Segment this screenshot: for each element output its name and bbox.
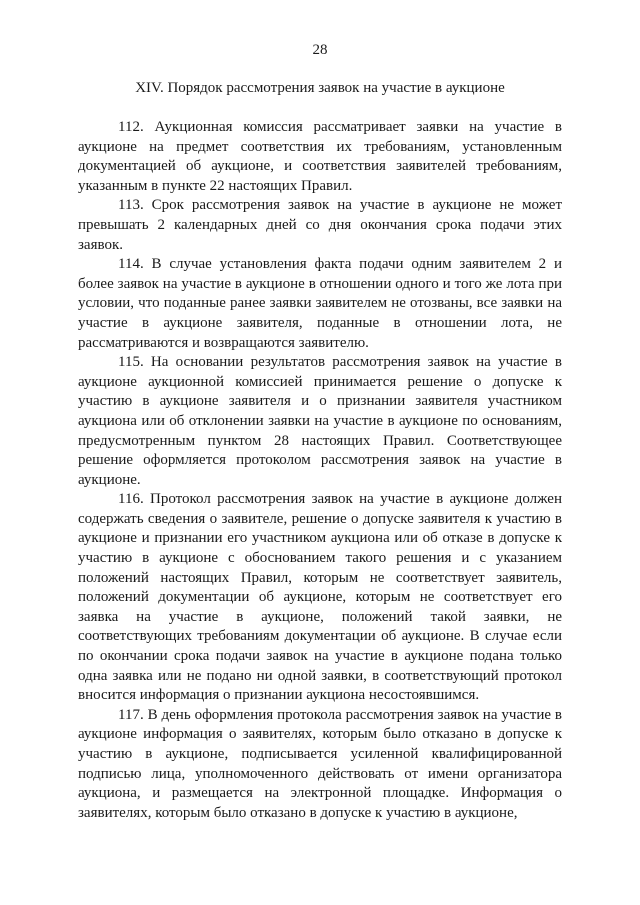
paragraph-114: 114. В случае установления факта подачи одним заявителем 2 и более заявок на участие в аукционе в отношении одного и того же лота при условии, что поданные ранее заявки заявителем не отозваны, все заявки на участие в аукционе заявителя, поданные в отношении лота, не рассматриваются и возвращаются заявителю.	[78, 256, 562, 351]
paragraph-115: 115. На основании результатов рассмотрения заявок на участие в аукционе аукционной комиссией принимается решение о допуске к участию в аукционе заявителя и о признании заявителя участником аукциона или об отклонении заявки на участие в аукционе по основаниям, предусмотренным пунктом 28 настоящих Правил. Соответствующее решение оформляется протоколом рассмотрения заявок на участие в аукционе.	[78, 354, 562, 488]
paragraph-117: 117. В день оформления протокола рассмотрения заявок на участие в аукционе информация о заявителях, которым было отказано в допуске к участию в аукционе, подписывается усиленной квалифицированной подписью лица, уполномоченного действовать от имени организатора аукциона, и размещается на электронной площадке. Информация о заявителях, которым было отказано в допуске к участию в аукционе,	[78, 706, 562, 821]
page-number: 28	[312, 42, 328, 58]
paragraph-112: 112. Аукционная комиссия рассматривает заявки на участие в аукционе на предмет соответствия их требованиям, установленным документацией об аукционе, и соответствия заявителей требованиям, указанным в пункте 22 настоящих Правил.	[78, 119, 562, 194]
section-title: XIV. Порядок рассмотрения заявок на участие в аукционе	[135, 80, 505, 96]
paragraph-116: 116. Протокол рассмотрения заявок на участие в аукционе должен содержать сведения о заявителе, решение о допуске заявителя к участию в аукционе и признании его участником аукциона или об отказе в допуске к участию в аукционе с обоснованием такого решения и с указанием положений настоящих Правил, которым не соответствует заявитель, положений документации об аукционе, которым не соответствует его заявка на участие в аукционе, положений такой заявки, не соответствующих требованиям документации об аукционе. В случае если по окончании срока подачи заявок на участие в аукционе подана только одна заявка или не подано ни одной заявки, в соответствующий протокол вносится информация о признании аукциона несостоявшимся.	[78, 491, 562, 704]
paragraph-113: 113. Срок рассмотрения заявок на участие в аукционе не может превышать 2 календарных дней со дня окончания срока подачи этих заявок.	[78, 197, 562, 253]
document-body	[78, 118, 562, 823]
